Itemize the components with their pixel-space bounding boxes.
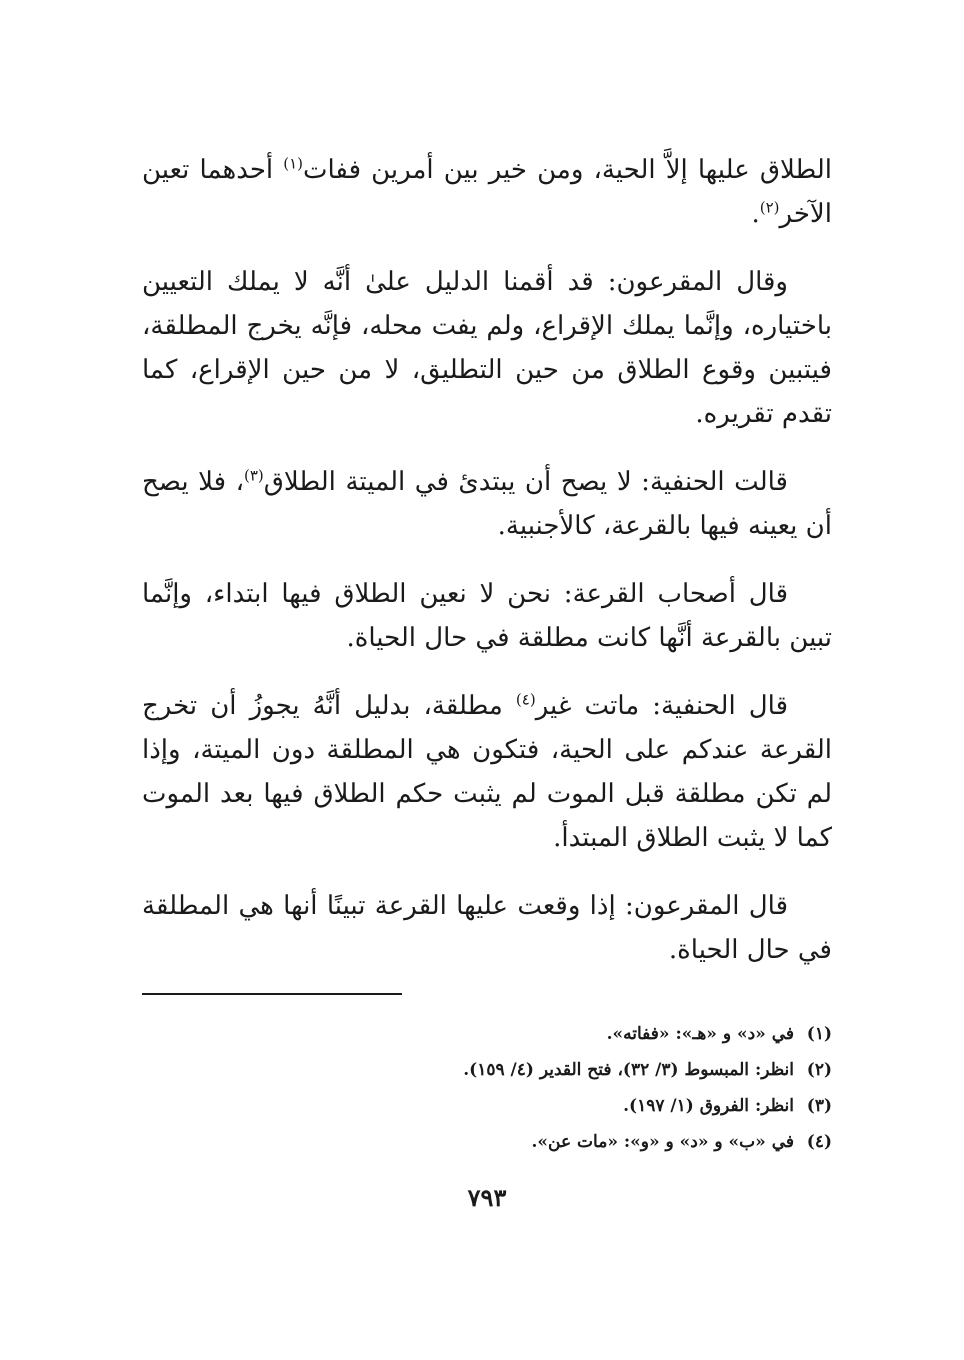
footnote-text: انظر: المبسوط (٣/ ٣٢)، فتح القدير (٤/ ١٥٩).: [463, 1060, 794, 1080]
paragraph-text: قال المقرعون: إذا وقعت عليها القرعة تبينًا أنها هي المطلقة في حال الحياة.: [142, 891, 832, 965]
footnote-ref-4[interactable]: (٤): [515, 690, 536, 709]
paragraph-1: [142, 148, 832, 236]
paragraph-text: قال الحنفية: ماتت غير: [535, 691, 788, 721]
footnote-text: في «د» و «هـ»: «ففاته».: [606, 1024, 794, 1044]
paragraph-text: الطلاق عليها إلاَّ الحية، ومن خير بين أمرين ففات: [303, 155, 832, 185]
footnote-number: (٢): [806, 1060, 832, 1080]
paragraph-text: وقال المقرعون: قد أقمنا الدليل علىٰ أنَّه لا يملك التعيين باختياره، وإنَّما يملك الإقراع، ولم يفت محله، فإنَّه يخرج المطلقة، فيتبين وقوع الطلاق من حين التطليق، لا من حين الإقراع، كما تقدم تقريره.: [142, 267, 832, 429]
paragraph-5: [142, 684, 832, 860]
footnote-ref-3[interactable]: (٣): [243, 466, 264, 485]
footnote-text: انظر: الفروق (١/ ١٩٧).: [623, 1096, 794, 1116]
page-number: ٧٩٣: [467, 1183, 507, 1212]
footnote-1: [142, 1016, 832, 1052]
paragraph-text: ، فلا يصح أن يعينه فيها بالقرعة، كالأجنبية.: [142, 467, 832, 541]
footnote-number: (١): [806, 1024, 832, 1044]
footnote-number: (٤): [806, 1132, 832, 1152]
page-body: [142, 148, 832, 1212]
paragraph-3: [142, 460, 832, 548]
footnote-text: في «ب» و «د» و «و»: «مات عن».: [531, 1132, 794, 1152]
paragraph-text: قالت الحنفية: لا يصح أن يبتدئ في الميتة الطلاق: [263, 467, 788, 497]
paragraph-2: [142, 260, 832, 436]
footnote-2: [142, 1052, 832, 1088]
footnote-4: [142, 1124, 832, 1160]
paragraph-text: أحدهما تعين الآخر: [142, 155, 832, 229]
footnote-3: [142, 1088, 832, 1124]
paragraph-text: مطلقة، بدليل أنَّهُ يجوزُ أن تخرج القرعة عندكم على الحية، فتكون هي المطلقة دون الميتة، وإذا لم تكن مطلقة قبل الموت لم يثبت حكم الطلاق فيها بعد الموت كما لا يثبت الطلاق المبتدأ.: [142, 691, 832, 853]
footnote-number: (٣): [806, 1096, 832, 1116]
paragraph-4: [142, 572, 832, 660]
paragraph-text: قال أصحاب القرعة: نحن لا نعين الطلاق فيها ابتداء، وإنَّما تبين بالقرعة أنَّها كانت مطلقة في حال الحياة.: [142, 579, 832, 653]
footnote-ref-1[interactable]: (١): [283, 154, 304, 173]
footnote-ref-2[interactable]: (٢): [759, 198, 780, 217]
paragraph-text: .: [751, 199, 760, 229]
footnotes: [142, 1016, 832, 1160]
footnote-divider: [142, 993, 402, 995]
paragraph-6: [142, 884, 832, 972]
